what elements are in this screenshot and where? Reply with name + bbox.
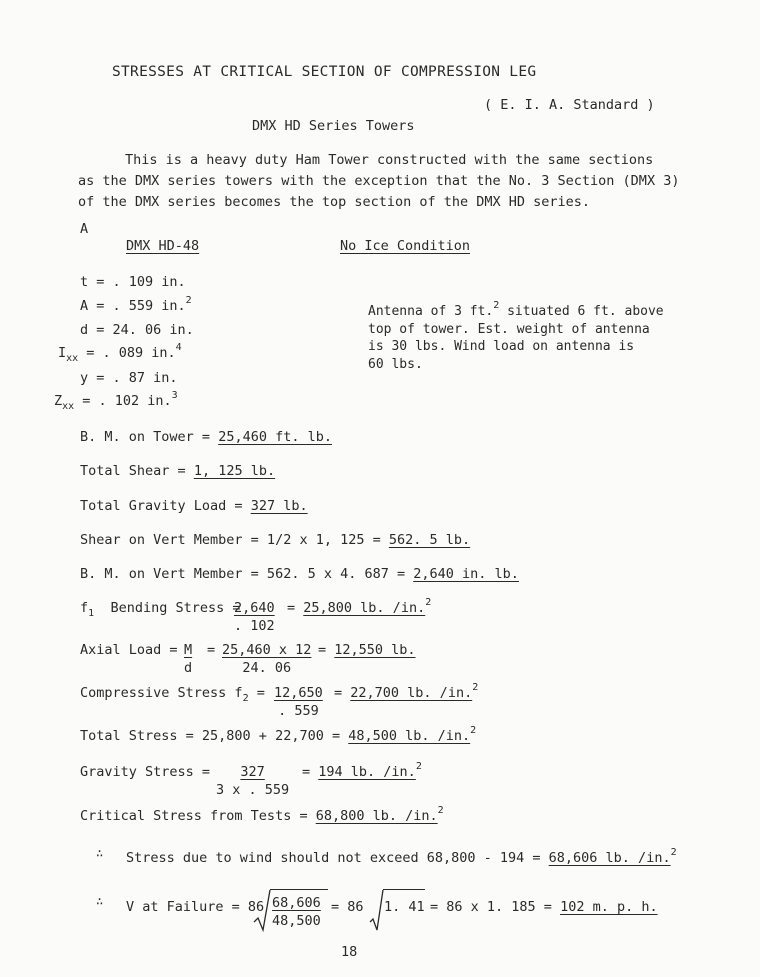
prop-zxx: $Z_{xx}$ = . 102 in.$^3$ — [54, 390, 178, 412]
total-stress-value: 48,500 lb. /in. — [348, 728, 471, 744]
bending-stress-result: = 25,800 lb. /in.$^2$ — [287, 597, 432, 616]
failure-fraction: $\frac{68,606}{48,500}$ — [272, 895, 321, 929]
sqrt-overline — [383, 889, 425, 890]
gravity-stress-label: Gravity Stress = — [80, 764, 211, 780]
therefore-symbol: ∴ — [96, 894, 104, 908]
total-stress-line: Total Stress = 25,800 + 22,700 = 48,500 lb. /in.$^2$ — [80, 725, 477, 744]
failure-mid: = 86 — [331, 899, 364, 915]
prop-d: d = 24. 06 in. — [80, 322, 194, 338]
antenna-line: 60 lbs. — [368, 356, 423, 372]
bending-stress-fraction: $\frac{2,640}{. 102}$ — [234, 600, 275, 634]
antenna-line: top of tower. Est. weight of antenna — [368, 321, 650, 337]
intro-paragraph — [78, 150, 680, 213]
page-title: STRESSES AT CRITICAL SECTION OF COMPRESSION LEG — [112, 64, 537, 80]
prop-ixx: $I_{xx}$ = . 089 in.$^4$ — [58, 342, 182, 364]
gravity-stress-result: = 194 lb. /in.$^2$ — [302, 761, 422, 780]
bm-vert-line: B. M. on Vert Member = 562. 5 x 4. 687 = 2,640 in. lb. — [80, 566, 519, 582]
page-number: 18 — [341, 944, 358, 960]
bm-tower-value: 25,460 ft. lb. — [218, 429, 332, 445]
bm-vert-value: 2,640 in. lb. — [413, 566, 519, 582]
prop-t: t = . 109 in. — [80, 274, 186, 290]
axial-load-result: = 12,550 lb. — [318, 642, 416, 658]
model-heading: DMX HD-48 — [126, 238, 200, 254]
intro-line: This is a heavy duty Ham Tower constructed with the same sections — [125, 152, 654, 168]
antenna-note — [368, 300, 664, 373]
compressive-stress-result: = 22,700 lb. /in.$^2$ — [334, 682, 479, 701]
total-shear-value: 1, 125 lb. — [193, 463, 276, 479]
axial-md-fraction: $\frac{M}{d}$ — [184, 642, 193, 676]
axial-load-label: Axial Load = — [80, 642, 178, 658]
failure-tail: = 86 x 1. 185 = 102 m. p. h. — [430, 899, 658, 915]
shear-vert-value: 562. 5 lb. — [388, 532, 471, 548]
section-letter: A — [80, 221, 89, 237]
wind-stress-line: Stress due to wind should not exceed 68,800 - 194 = 68,606 lb. /in.$^2$ — [126, 847, 677, 866]
sqrt-sign — [368, 888, 384, 932]
critical-stress-value: 68,800 lb. /in. — [315, 808, 438, 824]
therefore-symbol: ∴ — [96, 846, 104, 860]
gravity-load-value: 327 lb. — [250, 498, 308, 514]
condition-heading: No Ice Condition — [340, 238, 471, 254]
prop-y: y = . 87 in. — [80, 370, 178, 386]
bending-stress-label: $f_1$ Bending Stress = — [80, 600, 241, 619]
intro-line: as the DMX series towers with the exception that the No. 3 Section (DMX 3) — [78, 173, 680, 189]
standard-note: ( E. I. A. Standard ) — [484, 97, 655, 113]
axial-fraction: $\frac{25,460 x 12}{24. 06}$ — [222, 642, 312, 676]
prop-area: A = . 559 in.$^2$ — [80, 295, 192, 314]
failure-root-value: 1. 41 — [384, 899, 425, 915]
critical-stress-line: Critical Stress from Tests = 68,800 lb. /in.$^2$ — [80, 805, 444, 824]
antenna-line: is 30 lbs. Wind load on antenna is — [368, 339, 635, 354]
failure-label: V at Failure = 86 — [126, 899, 265, 915]
axial-eq1: = — [207, 642, 216, 658]
sqrt-sign — [252, 888, 272, 932]
failure-result: 102 m. p. h. — [560, 899, 658, 915]
antenna-line: Antenna of 3 ft.$^2$ situated 6 ft. above — [368, 300, 664, 319]
gravity-load-line: Total Gravity Load = 327 lb. — [80, 498, 308, 514]
gravity-stress-fraction: $\frac{327}{3 x . 559}$ — [216, 764, 290, 798]
compressive-stress-fraction: $\frac{12,650}{. 559}$ — [274, 685, 323, 719]
shear-vert-line: Shear on Vert Member = 1/2 x 1, 125 = 562. 5 lb. — [80, 532, 471, 548]
page-subtitle: DMX HD Series Towers — [252, 118, 415, 134]
wind-stress-value: 68,606 lb. /in. — [548, 850, 671, 866]
bm-tower-line: B. M. on Tower = 25,460 ft. lb. — [80, 429, 332, 445]
total-shear-line: Total Shear = 1, 125 lb. — [80, 463, 276, 479]
compressive-stress-label: Compressive Stress $f_2$ = — [80, 685, 265, 704]
intro-line: of the DMX series becomes the top section of the DMX HD series. — [78, 194, 591, 210]
sqrt-overline — [270, 889, 328, 890]
